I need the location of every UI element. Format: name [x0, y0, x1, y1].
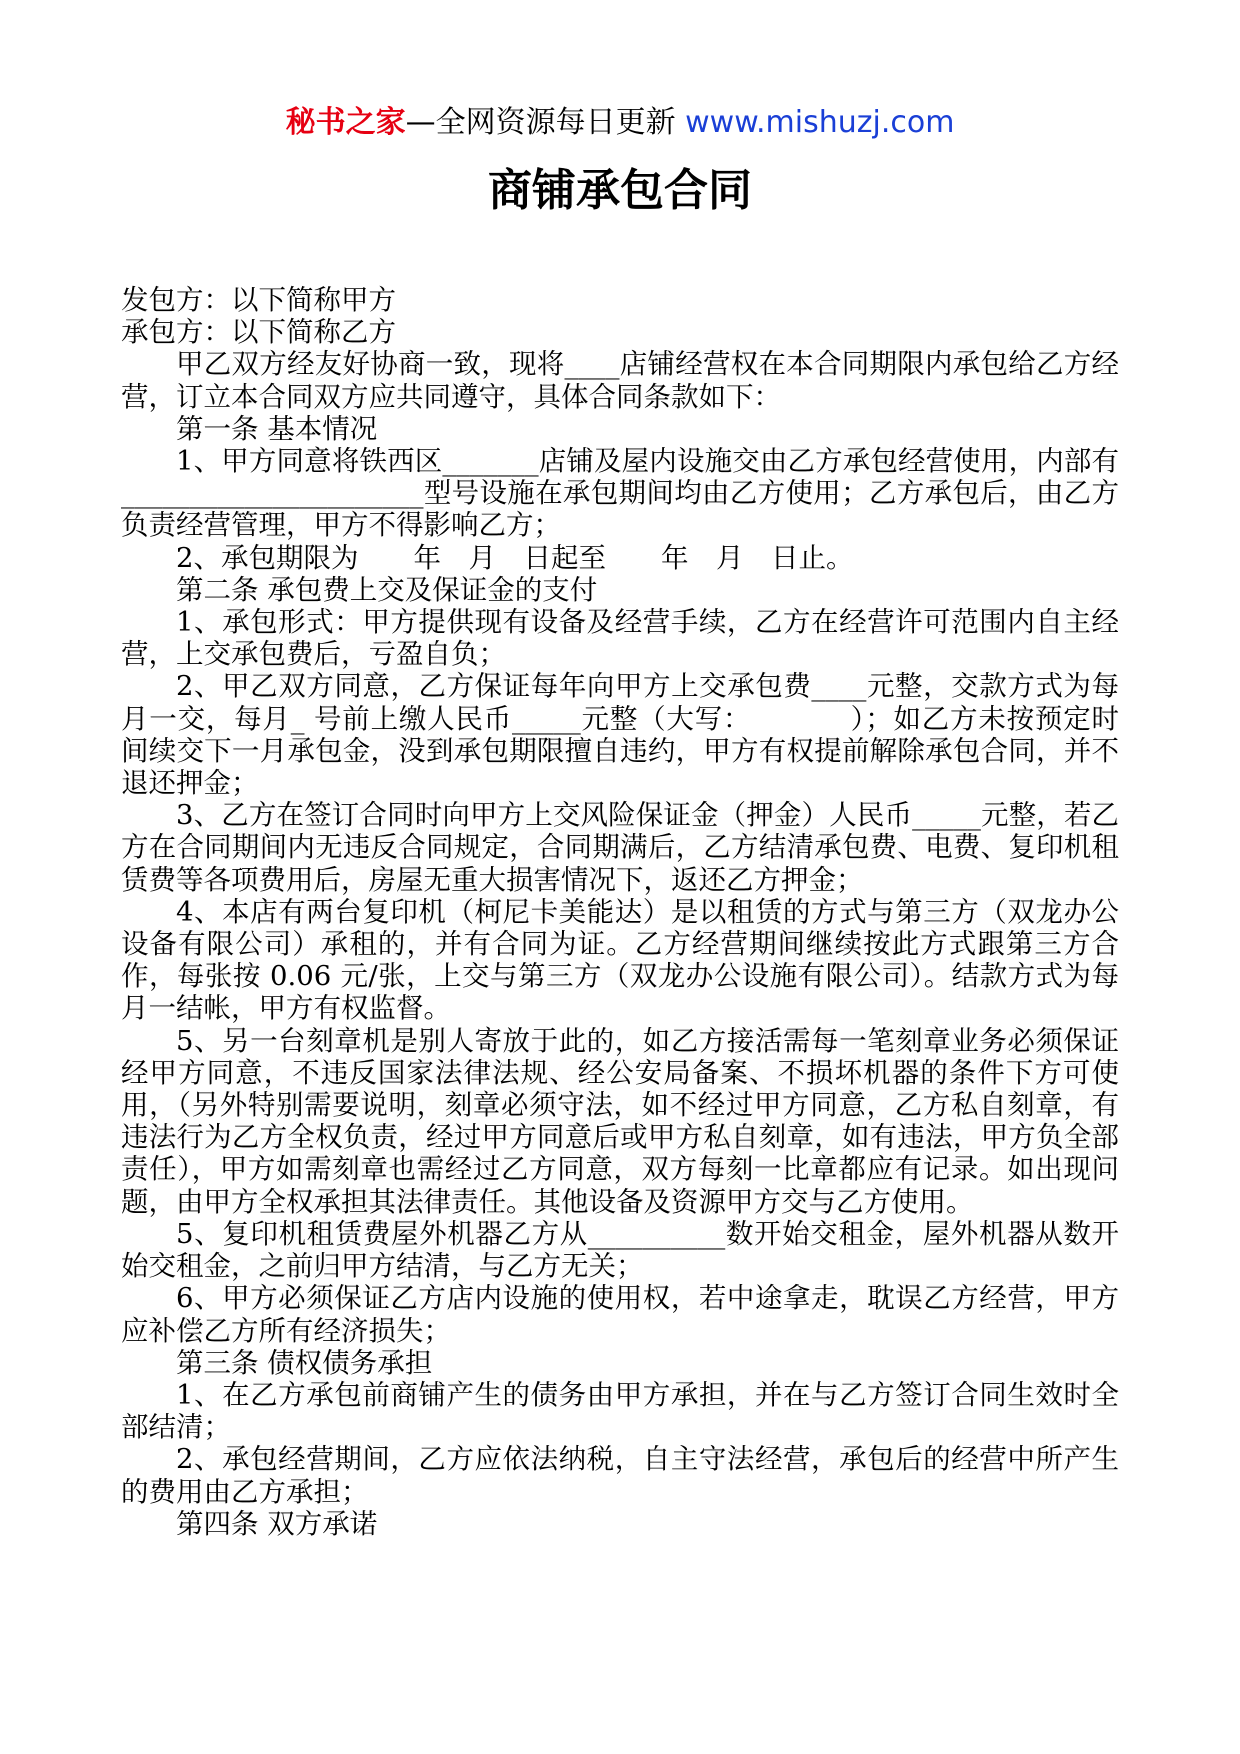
- contract-paragraph: 3、乙方在签订合同时向甲方上交风险保证金（押金）人民币_____元整，若乙方在合同期间内无违反合同规定，合同期满后，乙方结清承包费、电费、复印机租赁费等各项费用后，房屋无重大损害情况下，返还乙方押金；: [121, 799, 1119, 896]
- contract-paragraph: 4、本店有两台复印机（柯尼卡美能达）是以租赁的方式与第三方（双龙办公设备有限公司）承租的，并有合同为证。乙方经营期间继续按此方式跟第三方合作，每张按 0.06 元/张，上交与第三方（双龙办公设施有限公司）。结款方式为每月一结帐，甲方有权监督。: [121, 895, 1119, 1025]
- brand-name: 秘书之家: [285, 105, 406, 140]
- contract-paragraph: 5、复印机租赁费屋外机器乙方从__________数开始交租金，屋外机器从数开始交租金，之前归甲方结清，与乙方无关；: [121, 1217, 1119, 1283]
- contract-paragraph: 第三条 债权债务承担: [176, 1346, 433, 1379]
- contract-body: [121, 284, 1119, 1540]
- site-url-link[interactable]: www.mishuzj.com: [685, 105, 955, 140]
- contract-paragraph: 甲乙双方经友好协商一致，现将____店铺经营权在本合同期限内承包给乙方经营，订立本合同双方应共同遵守，具体合同条款如下：: [121, 348, 1119, 413]
- contract-paragraph: 1、承包形式：甲方提供现有设备及经营手续，乙方在经营许可范围内自主经营，上交承包费后，亏盈自负；: [121, 606, 1119, 671]
- contract-paragraph: 发包方：以下简称甲方: [121, 284, 396, 316]
- contract-paragraph: 2、承包经营期间，乙方应依法纳税，自主守法经营，承包后的经营中所产生的费用由乙方承担；: [121, 1443, 1119, 1508]
- site-header: [0, 103, 1240, 143]
- contract-paragraph: 第二条 承包费上交及保证金的支付: [176, 573, 598, 606]
- contract-paragraph: 6、甲方必须保证乙方店内设施的使用权，若中途拿走，耽误乙方经营，甲方应补偿乙方所有经济损失；: [121, 1282, 1119, 1347]
- document-title: 商铺承包合同: [488, 165, 752, 216]
- header-slogan: —全网资源每日更新: [405, 105, 686, 140]
- contract-paragraph: 1、在乙方承包前商铺产生的债务由甲方承担，并在与乙方签订合同生效时全部结清；: [121, 1378, 1119, 1444]
- contract-paragraph: 第一条 基本情况: [176, 412, 378, 445]
- contract-paragraph: 2、甲乙双方同意，乙方保证每年向甲方上交承包费____元整，交款方式为每月一交，每月_ 号前上缴人民币_____元整（大写： ）；如乙方未按预定时间续交下一月承包金，没到承包期限擅自违约，甲方有权提前解除承包合同，并不退还押金；: [121, 670, 1119, 800]
- contract-paragraph: 1、甲方同意将铁西区_______店铺及屋内设施交由乙方承包经营使用，内部有______________________型号设施在承包期间均由乙方使用；乙方承包后，由乙方负责经营管理，甲方不得影响乙方；: [121, 445, 1119, 542]
- contract-paragraph: 5、另一台刻章机是别人寄放于此的，如乙方接活需每一笔刻章业务必须保证经甲方同意，不违反国家法律法规、经公安局备案、不损坏机器的条件下方可使用，（另外特别需要说明，刻章必须守法，如不经过甲方同意，乙方私自刻章，有违法行为乙方全权负责，经过甲方同意后或甲方私自刻章，如有违法，甲方负全部责任），甲方如需刻章也需经过乙方同意，双方每刻一比章都应有记录。如出现问题，由甲方全权承担其法律责任。其他设备及资源甲方交与乙方使用。: [121, 1024, 1119, 1218]
- contract-paragraph: 承包方：以下简称乙方: [121, 316, 396, 349]
- contract-paragraph: 2、承包期限为 年 月 日起至 年 月 日止。: [176, 541, 854, 574]
- contract-paragraph: 第四条 双方承诺: [176, 1507, 378, 1540]
